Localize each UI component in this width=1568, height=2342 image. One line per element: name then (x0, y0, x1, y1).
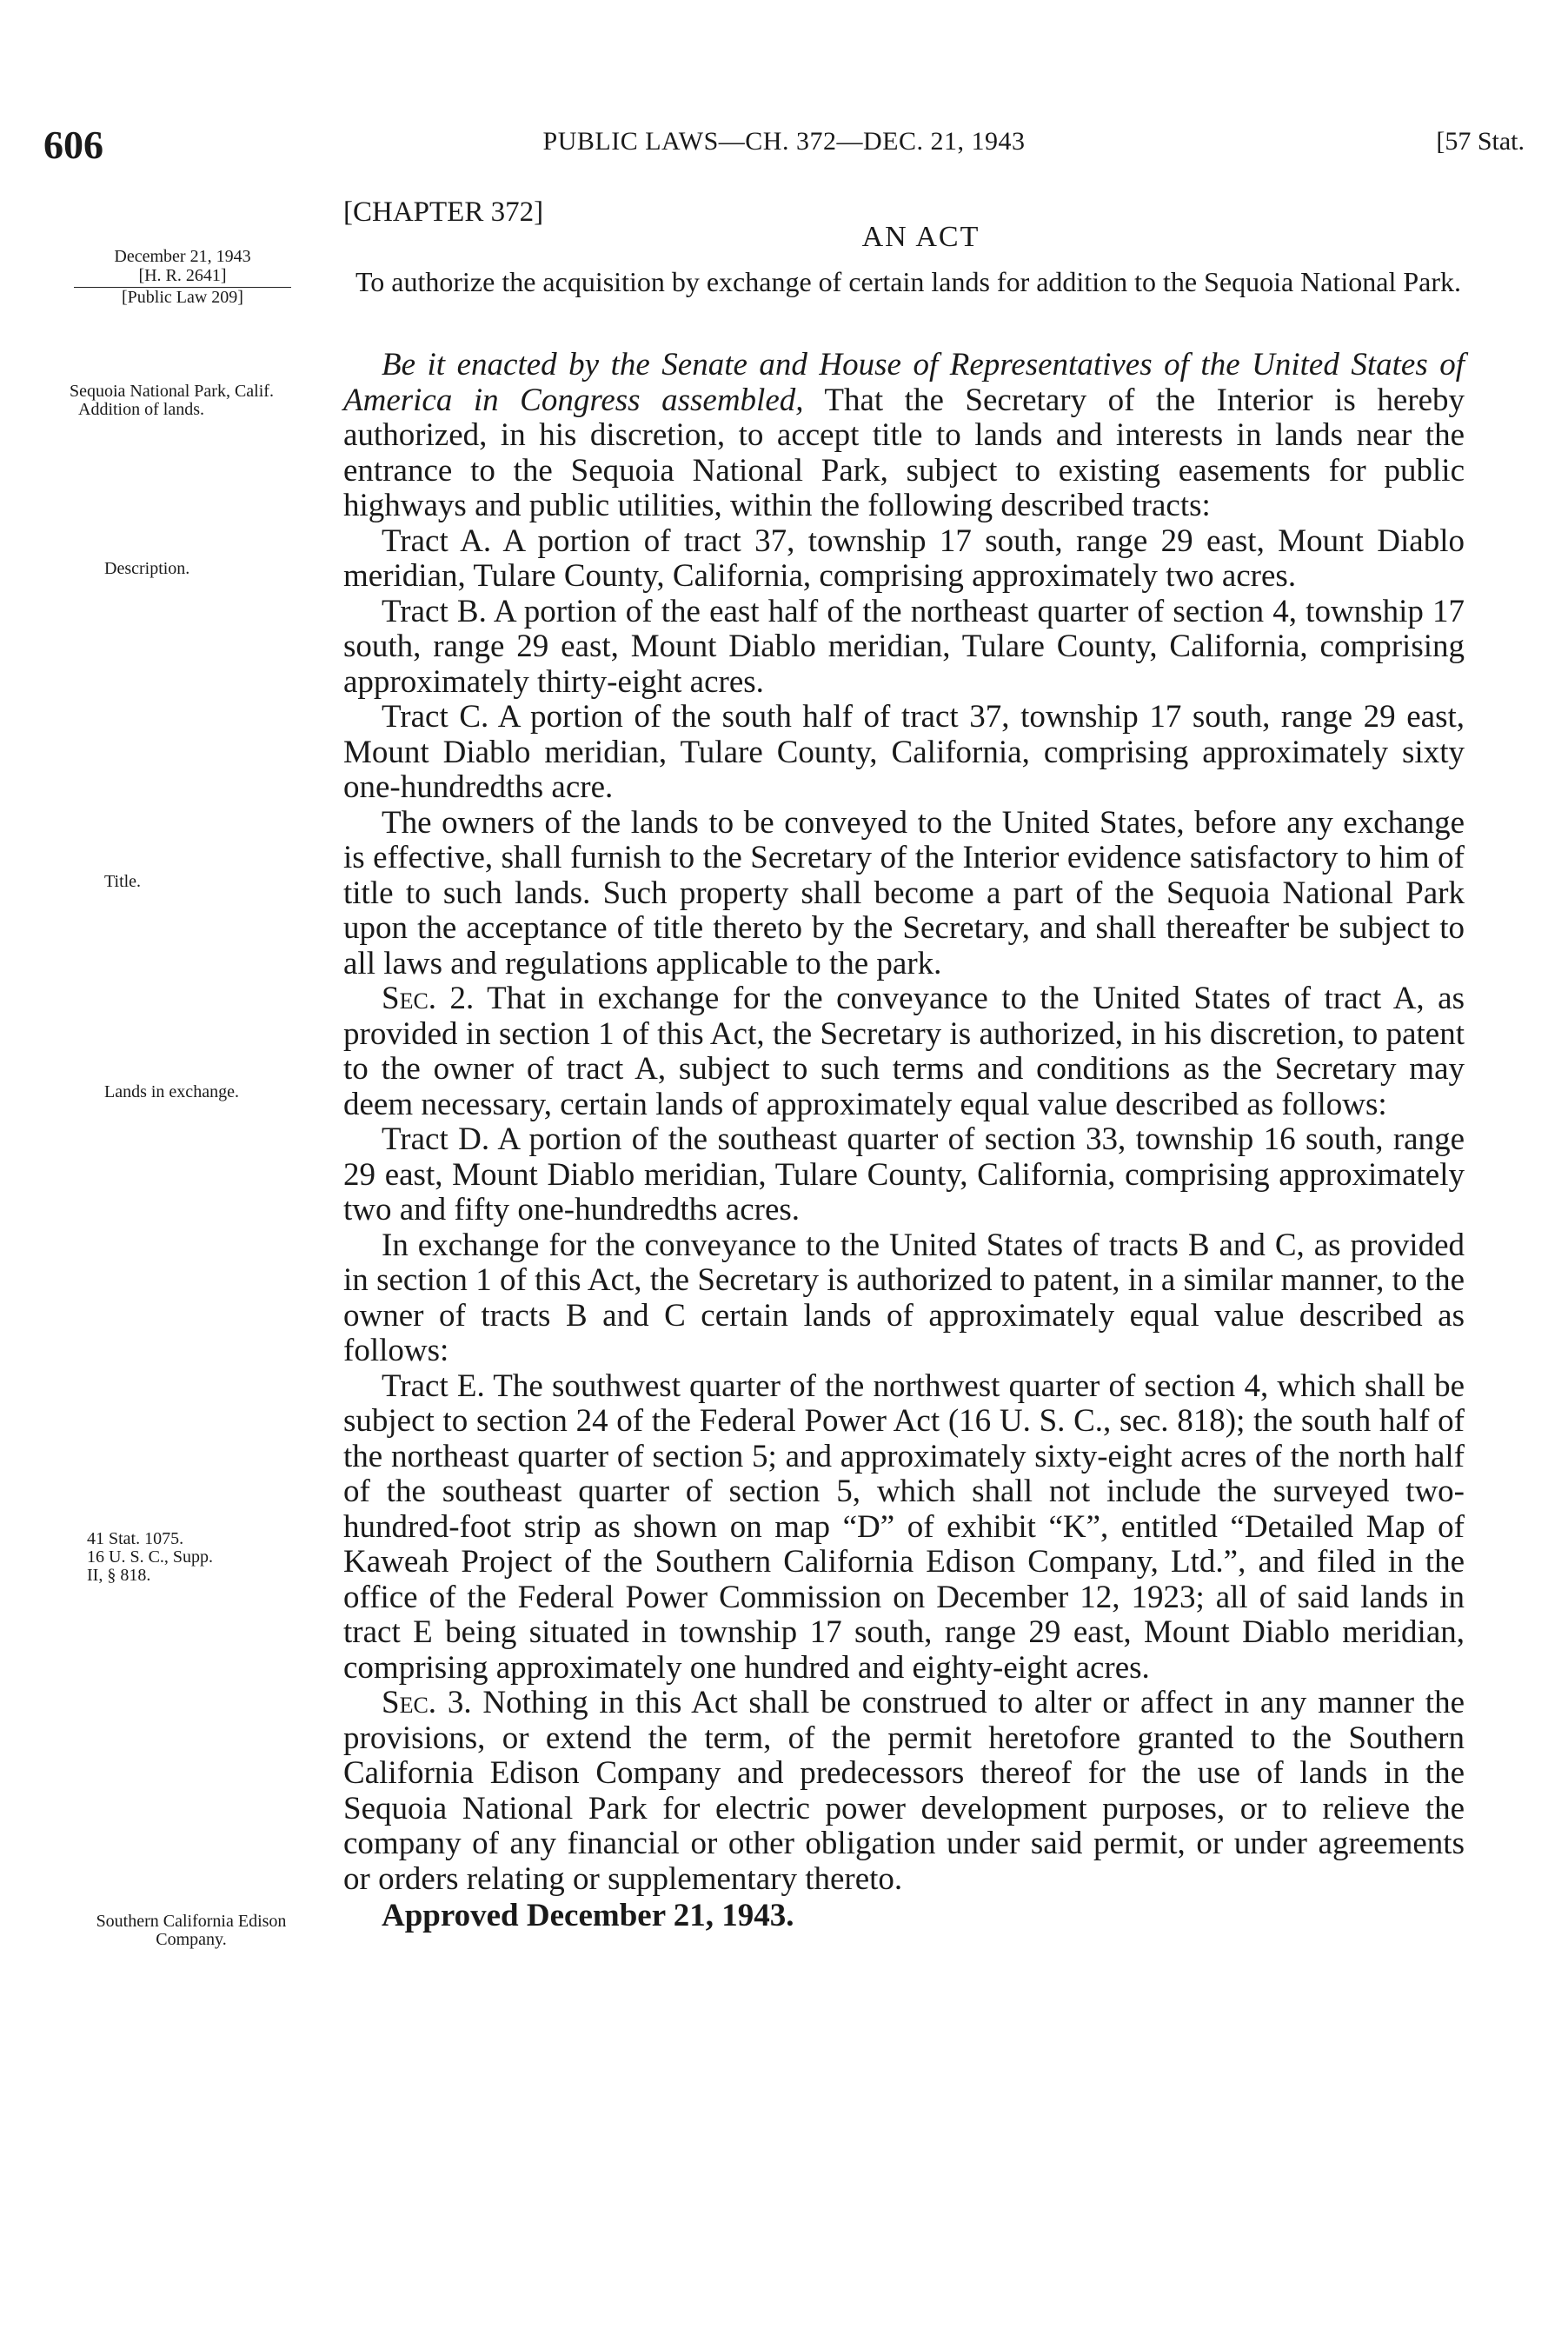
paragraph-tract-d: Tract D. A portion of the southeast quarter of section 33, township 16 south, range 29 east, Mount Diablo meridian, Tulare County, California, comprising approximately two and fifty one-hundredths acres. (343, 1121, 1465, 1228)
act-body (343, 348, 1465, 1934)
act-title: AN ACT (861, 221, 980, 253)
paragraph-section-3 (343, 1686, 1465, 1897)
approval-line: Approved December 21, 1943. (382, 1898, 794, 1933)
section-2-text: That in exchange for the conveyance to the United States of tract A, as provided in section 1 of this Act, the Secretary is authorized, in his discretion, to patent to the owner of tract A, subject to such terms and conditions as the Secretary may deem necessary, certain lands of approximately equal value described as follows: (343, 981, 1465, 1122)
act-purpose: To authorize the acquisition by exchange of certain lands for addition to the Sequoia National Park. (355, 266, 1462, 297)
margin-note-edison: Southern California Edison Company. (96, 1912, 287, 1949)
margin-note-description: Description. (104, 559, 190, 578)
paragraph-tract-c: Tract C. A portion of the south half of tract 37, township 17 south, range 29 east, Mount Diablo meridian, Tulare County, California, comprising approximately sixty one-hundredths acre. (343, 699, 1465, 805)
enacting-clause: Be it enacted by the Senate and House of Representatives of the United States of America in Congress assembled, (343, 347, 1465, 418)
paragraph-enacting-rest: That the Secretary of the Interior is hereby authorized, in his discretion, to accept title to lands and interests in lands near the entrance to the Sequoia National Park, subject to existing easements for public highways and public utilities, within the following described tracts: (343, 382, 1465, 523)
section-2-label: Sec. 2. (382, 981, 475, 1016)
paragraph-owners: The owners of the lands to be conveyed to the United States, before any exchange is effective, shall furnish to the Secretary of the Interior evidence satisfactory to him of title to such lands. Such property shall become a part of the Sequoia National Park upon the acceptance of title thereto by the Secretary, and shall thereafter be subject to all laws and regulations applicable to the park. (343, 804, 1465, 981)
margin-note-sequoia (70, 383, 330, 419)
running-head: PUBLIC LAWS—CH. 372—DEC. 21, 1943 (542, 127, 1026, 156)
paragraph-tract-e: Tract E. The southwest quarter of the northwest quarter of section 4, which shall be subject to section 24 of the Federal Power Act (16 U. S. C., sec. 818); the south half of the northeast quarter of section 5; and approximately sixty-eight acres of the north half of the southeast quarter of section 5, which shall not include the surveyed two-hundred-foot strip as shown on map “D” of exhibit “K”, entitled “Detailed Map of Kaweah Project of the Southern California Edison Company, Ltd.”, and filed in the office of the Federal Power Commission on December 12, 1923; all of said lands in tract E being situated in township 17 south, range 29 east, Mount Diablo meridian, comprising approximately one hundred and eighty-eight acres. (343, 1367, 1465, 1686)
margin-note-usc-text: 16 U. S. C., Supp. II, § 818. (87, 1547, 214, 1585)
margin-note-statute (87, 1530, 226, 1585)
margin-date-block (43, 247, 322, 307)
chapter-heading: [CHAPTER 372] (343, 196, 544, 228)
margin-note-sequoia-text: Sequoia National Park, Calif. (70, 382, 274, 401)
paragraph-enacting (343, 348, 1465, 524)
margin-bill-number: [H. R. 2641] (138, 266, 227, 285)
paragraph-section-2 (343, 981, 1465, 1122)
page-header (43, 122, 1525, 174)
paragraph-exchange-bc: In exchange for the conveyance to the United States of tracts B and C, as provided in section 1 of this Act, the Secretary is authorized to patent, in a similar manner, to the owner of tracts B and C certain lands of approximately equal value described as follows: (343, 1227, 1465, 1368)
margin-note-title: Title. (104, 872, 142, 891)
margin-public-law: [Public Law 209] (122, 288, 243, 307)
volume-reference: [57 Stat. (1436, 127, 1525, 156)
page-number: 606 (43, 123, 103, 167)
section-3-text: Nothing in this Act shall be construed to alter or affect in any manner the provisions, or extend the term, of the permit heretofore granted to the Southern California Edison Company and predecessors thereof for the use of lands in the Sequoia National Park for electric power development purposes, or to relieve the company of any financial or other obligation under said permit, or under agreements or orders relating or supplementary thereto. (343, 1685, 1465, 1897)
section-3-label: Sec. 3. (382, 1685, 472, 1720)
margin-note-stat-text: 41 Stat. 1075. (87, 1529, 184, 1548)
margin-note-addition-text: Addition of lands. (78, 400, 204, 419)
paragraph-tract-b: Tract B. A portion of the east half of the northeast quarter of section 4, township 17 south, range 29 east, Mount Diablo meridian, Tulare County, California, comprising approximately thirty-eight acres. (343, 593, 1465, 700)
margin-note-lands-exchange: Lands in exchange. (104, 1082, 239, 1101)
margin-date: December 21, 1943 (114, 247, 251, 266)
paragraph-tract-a: Tract A. A portion of tract 37, township 17 south, range 29 east, Mount Diablo meridian, Tulare County, California, comprising approximately two acres. (343, 522, 1465, 594)
